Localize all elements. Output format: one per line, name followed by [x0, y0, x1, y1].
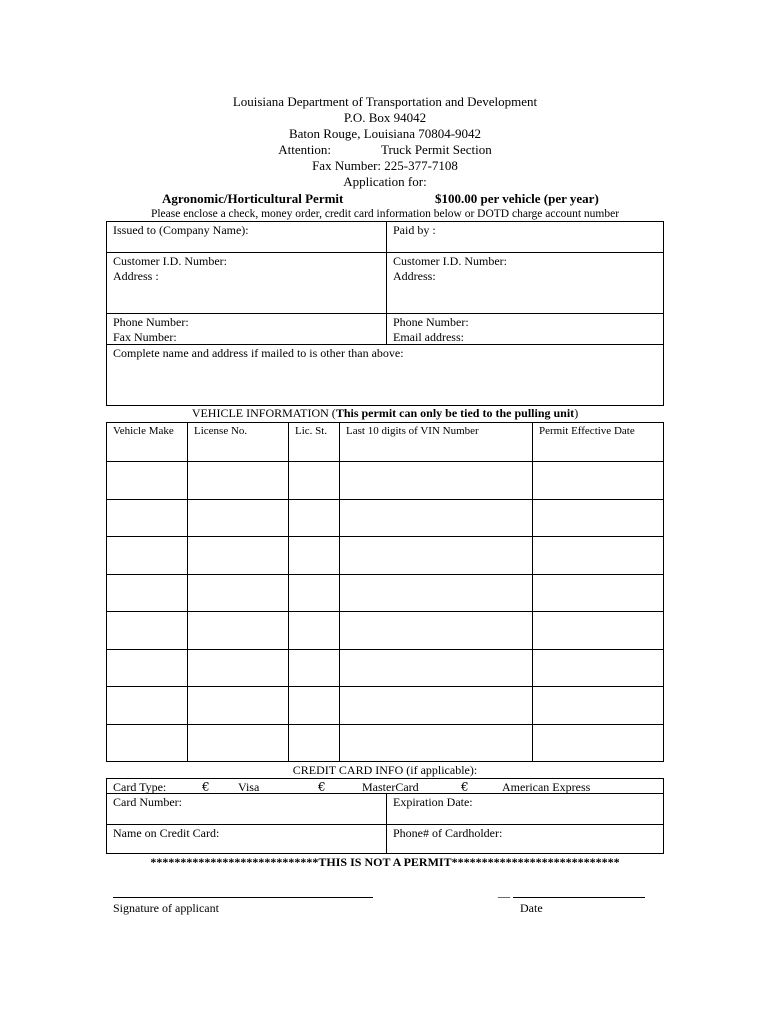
card-number-field[interactable]: Card Number:: [113, 795, 182, 809]
credit-card-title: CREDIT CARD INFO (if applicable):: [292, 763, 478, 777]
amex-checkbox[interactable]: €: [461, 780, 469, 794]
table-row[interactable]: [106, 536, 664, 537]
row-divider: [106, 824, 664, 825]
not-a-permit-notice: ****************************THIS IS NOT A PERMIT****************************: [150, 855, 620, 869]
date-dash: __: [498, 885, 510, 899]
vehicle-info-title: VEHICLE INFORMATION (This permit can only be tied to the pulling unit): [191, 406, 579, 420]
mastercard-checkbox[interactable]: €: [318, 780, 326, 794]
col-divider: [288, 422, 289, 762]
table-row[interactable]: [106, 649, 664, 650]
permit-line: [0, 191, 770, 209]
table-row[interactable]: [106, 499, 664, 500]
credit-divider: [386, 793, 387, 854]
col-header-effective-date: Permit Effective Date: [539, 425, 635, 437]
phone-field[interactable]: Phone Number:: [113, 315, 189, 329]
row-divider: [106, 252, 664, 253]
attention-line: [0, 142, 770, 158]
table-row[interactable]: [106, 724, 664, 725]
col-divider: [187, 422, 188, 762]
col-divider: [339, 422, 340, 762]
fax-number: Fax Number: 225-377-7108: [312, 158, 458, 173]
col-header-lic-st: Lic. St.: [295, 425, 328, 437]
mastercard-label: MasterCard: [362, 780, 419, 794]
permit-name: Agronomic/Horticultural Permit: [162, 191, 344, 206]
visa-label: Visa: [238, 780, 260, 794]
email-field[interactable]: Email address:: [393, 330, 464, 344]
table-row[interactable]: [106, 461, 664, 462]
table-row[interactable]: [106, 574, 664, 575]
col-divider: [532, 422, 533, 762]
po-box: P.O. Box 94042: [343, 110, 427, 125]
date-label: Date: [520, 901, 543, 915]
agency-name: Louisiana Department of Transportation and Development: [232, 94, 538, 109]
application-for: Application for:: [343, 174, 427, 189]
amex-label: American Express: [502, 780, 591, 794]
fax-field[interactable]: Fax Number:: [113, 330, 177, 344]
address-field[interactable]: Address :: [113, 269, 159, 283]
payer-phone-field[interactable]: Phone Number:: [393, 315, 469, 329]
mailing-address-field[interactable]: Complete name and address if mailed to is other than above:: [113, 346, 404, 360]
col-header-vin: Last 10 digits of VIN Number: [346, 425, 479, 437]
cardholder-phone-field[interactable]: Phone# of Cardholder:: [393, 826, 503, 840]
signature-label: Signature of applicant: [113, 901, 219, 915]
attention-value: Truck Permit Section: [380, 142, 492, 157]
customer-id-field[interactable]: Customer I.D. Number:: [113, 254, 227, 268]
payer-customer-id-field[interactable]: Customer I.D. Number:: [393, 254, 507, 268]
applicant-divider: [386, 221, 387, 344]
card-type-label: Card Type:: [113, 780, 167, 794]
payment-instructions: Please enclose a check, money order, credit card information below or DOTD charge account number: [150, 208, 620, 220]
name-on-card-field[interactable]: Name on Credit Card:: [113, 826, 220, 840]
issued-to-field[interactable]: Issued to (Company Name):: [113, 223, 249, 237]
row-divider: [106, 344, 664, 345]
table-row[interactable]: [106, 611, 664, 612]
expiration-date-field[interactable]: Expiration Date:: [393, 795, 473, 809]
city-state-zip: Baton Rouge, Louisiana 70804-9042: [288, 126, 482, 141]
row-divider: [106, 313, 664, 314]
payer-address-field[interactable]: Address:: [393, 269, 436, 283]
attention-label: Attention:: [278, 142, 331, 157]
vehicle-table: [106, 422, 664, 762]
signature-line[interactable]: [113, 897, 373, 898]
paid-by-field[interactable]: Paid by :: [393, 223, 436, 237]
agency-header: [0, 94, 770, 190]
date-line[interactable]: [513, 897, 645, 898]
visa-checkbox[interactable]: €: [202, 780, 210, 794]
permit-price: $100.00 per vehicle (per year): [435, 191, 599, 206]
col-header-license-no: License No.: [194, 425, 248, 437]
table-row[interactable]: [106, 686, 664, 687]
col-header-vehicle-make: Vehicle Make: [113, 425, 174, 437]
